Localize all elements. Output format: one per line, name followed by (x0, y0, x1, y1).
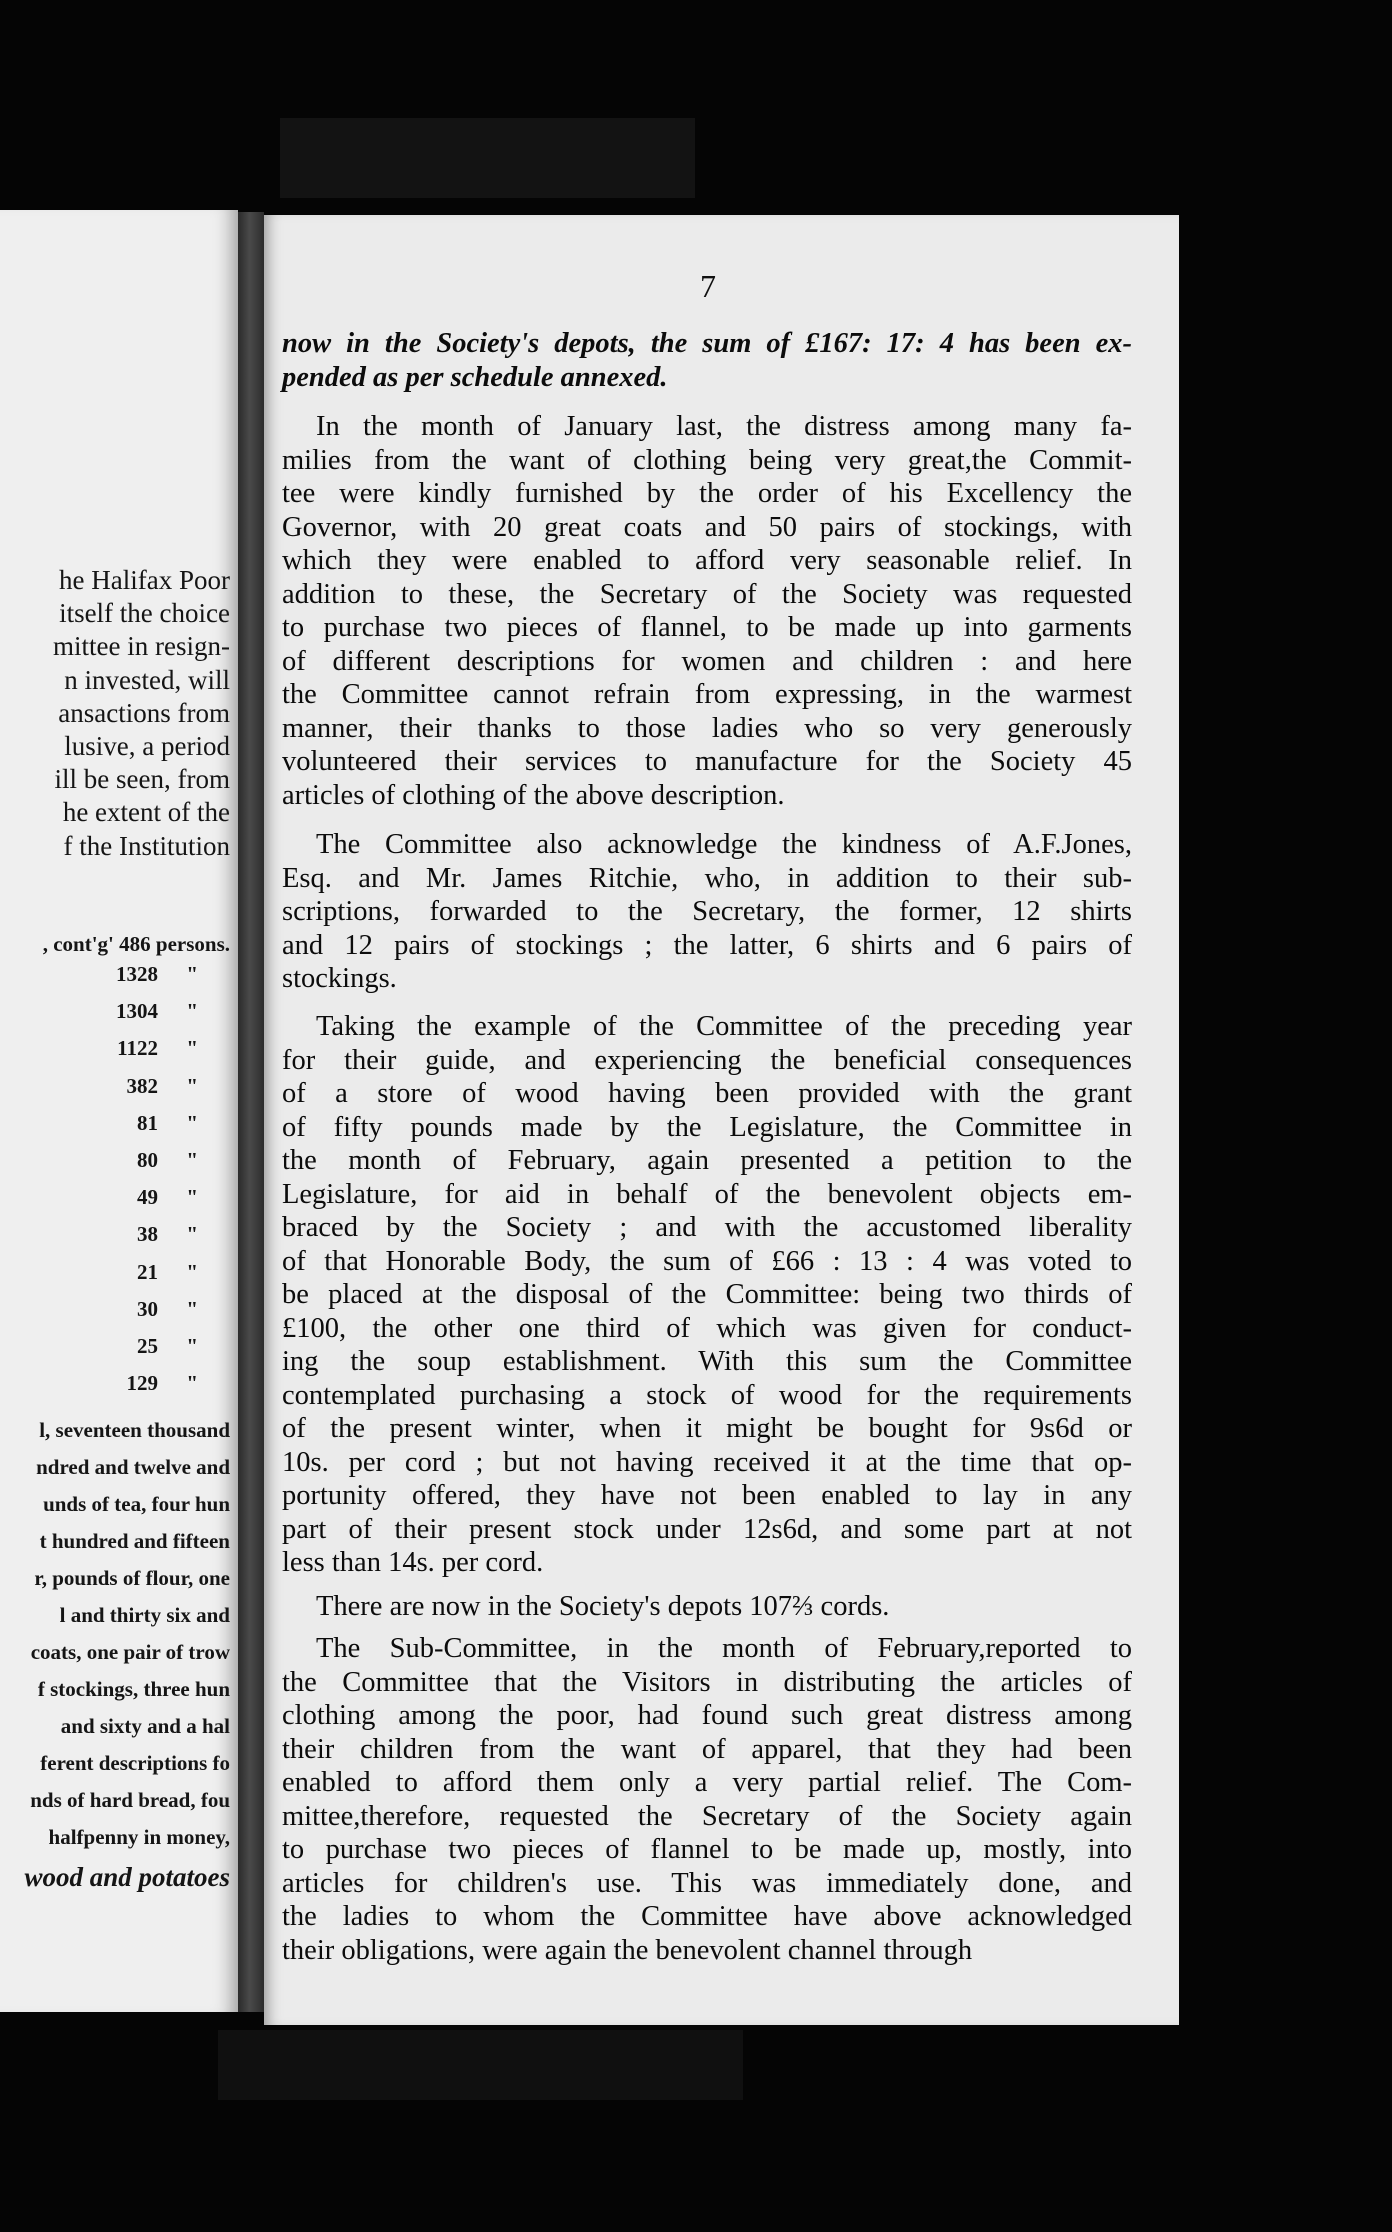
text-line: of that Honorable Body, the sum of £66 : 13 : 4 was voted to (282, 1245, 1132, 1277)
facing-line: lusive, a period (64, 731, 230, 761)
text-line: Legislature, for aid in behalf of the benevolent objects em- (282, 1178, 1132, 1210)
ditto-mark: " (186, 1259, 198, 1284)
text-line: Esq. and Mr. James Ritchie, who, in addition to their sub- (282, 862, 1132, 894)
facing-line: ansactions from (58, 697, 230, 728)
scan-shadow-top (280, 118, 695, 198)
scan-shadow-bottom (218, 2030, 743, 2100)
facing-bottom-line: nds of hard bread, fou (30, 1788, 230, 1812)
ditto-mark: " (186, 1334, 198, 1358)
facing-table-header: , cont'g' 486 persons. (42, 932, 230, 956)
paragraph-1 (282, 410, 1132, 812)
ditto-mark: " (186, 1222, 198, 1247)
facing-line: he extent of the (62, 797, 230, 828)
facing-number-row (116, 962, 198, 987)
text-line: tee were kindly furnished by the order of his Excellency the (282, 478, 1132, 509)
paragraph-5 (282, 1632, 1132, 1967)
facing-line: ill be seen, from (54, 764, 230, 795)
text-line: the ladies to whom the Committee have above acknowledged (282, 1901, 1132, 1932)
facing-number-value: 81 (137, 1110, 158, 1135)
text-line: articles for children's use. This was immediately done, and (282, 1867, 1132, 1899)
text-line: In the month of January last, the distress among many fa- (316, 411, 1132, 442)
facing-number-row (127, 1371, 199, 1396)
book-spine (238, 212, 264, 2012)
text-line: and 12 pairs of stockings ; the latter, 6 shirts and 6 pairs of (282, 929, 1132, 961)
facing-number-row (137, 1111, 198, 1136)
text-line: the Committee that the Visitors in distributing the articles of (282, 1666, 1132, 1698)
text-line: of fifty pounds made by the Legislature, the Committee in (282, 1111, 1132, 1143)
ditto-mark: " (186, 1110, 198, 1135)
facing-bottom-line: f stockings, three hun (37, 1677, 230, 1701)
facing-number-row (137, 1222, 198, 1247)
text-line: to purchase two pieces of flannel, to be made up into garments (282, 612, 1132, 643)
text-line: manner, their thanks to those ladies who so very generously (282, 712, 1132, 744)
facing-number-value: 25 (137, 1334, 158, 1358)
text-line: clothing among the poor, had found such great distress among (282, 1700, 1132, 1731)
facing-number-value: 38 (137, 1222, 158, 1247)
facing-number-value: 1122 (117, 1036, 158, 1061)
ditto-mark: " (186, 1036, 198, 1061)
text-line: the Committee cannot refrain from expressing, in the warmest (282, 679, 1132, 710)
facing-line: he Halifax Poor (59, 565, 230, 595)
text-line: of a store of wood having been provided with the grant (282, 1078, 1132, 1109)
facing-bottom-line: unds of tea, four hun (43, 1492, 230, 1516)
text-line: to purchase two pieces of flannel to be made up, mostly, into (282, 1834, 1132, 1865)
facing-bottom-line: halfpenny in money, (48, 1825, 230, 1849)
text-line: There are now in the Society's depots 107⅔ cords. (316, 1591, 890, 1622)
facing-line: f the Institution (63, 830, 230, 861)
facing-line: n invested, will (64, 664, 230, 695)
paragraph-3 (282, 1010, 1132, 1580)
ditto-mark: " (186, 1371, 198, 1396)
text-line: for their guide, and experiencing the beneficial consequences (282, 1044, 1132, 1076)
text-line: of different descriptions for women and children : and here (282, 645, 1132, 677)
facing-line: mittee in resign- (53, 631, 230, 662)
facing-bottom-line: wood and potatoes (24, 1862, 230, 1892)
text-line: The Sub-Committee, in the month of February,reported to (316, 1633, 1132, 1664)
facing-bottom-line: l and thirty six and (59, 1603, 230, 1627)
text-line: £100, the other one third of which was given for conduct- (282, 1312, 1132, 1344)
facing-number-row (137, 1185, 198, 1210)
text-line: pended as per schedule annexed. (282, 361, 668, 393)
facing-number-value: 129 (126, 1371, 158, 1396)
text-line: contemplated purchasing a stock of wood for the requirements (282, 1379, 1132, 1411)
facing-number-value: 49 (137, 1185, 158, 1210)
text-line: their children from the want of apparel, that they had been (282, 1733, 1132, 1765)
facing-number-row (137, 1297, 198, 1322)
facing-line: itself the choice (59, 598, 230, 629)
text-line: be placed at the disposal of the Committee: being two thirds of (282, 1279, 1132, 1310)
text-line: braced by the Society ; and with the accustomed liberality (282, 1212, 1132, 1243)
text-line: scriptions, forwarded to the Secretary, the former, 12 shirts (282, 896, 1132, 927)
ditto-mark: " (186, 999, 198, 1024)
text-line: mittee,therefore, requested the Secretary of the Society again (282, 1800, 1132, 1832)
text-line: less than 14s. per cord. (282, 1547, 544, 1578)
ditto-mark: " (186, 1073, 198, 1098)
facing-number-value: 30 (137, 1296, 158, 1321)
ditto-mark: " (186, 1148, 198, 1172)
facing-bottom-line: r, pounds of flour, one (34, 1566, 230, 1590)
facing-number-value: 80 (137, 1148, 158, 1172)
facing-number-row (127, 1074, 199, 1099)
text-line: their obligations, were again the benevolent channel through (282, 1934, 973, 1966)
facing-number-value: 21 (137, 1259, 158, 1284)
opening-text (282, 327, 1132, 394)
facing-bottom-line: ferent descriptions fo (40, 1751, 230, 1775)
page-number: 7 (700, 268, 716, 304)
text-line: articles of clothing of the above description. (282, 779, 785, 811)
facing-bottom-line: and sixty and a hal (60, 1714, 230, 1738)
text-line: ing the soup establishment. With this sum the Committee (282, 1346, 1132, 1377)
text-line: now in the Society's depots, the sum of £167: 17: 4 has been ex- (282, 328, 1132, 359)
facing-page (0, 210, 238, 2012)
ditto-mark: " (186, 1296, 198, 1321)
text-line: Governor, with 20 great coats and 50 pairs of stockings, with (282, 511, 1132, 543)
text-line: part of their present stock under 12s6d, and some part at not (282, 1513, 1132, 1545)
facing-number-value: 1328 (116, 962, 158, 986)
facing-number-row (137, 1334, 198, 1359)
facing-bottom-line: coats, one pair of trow (30, 1640, 230, 1664)
text-line: volunteered their services to manufacture for the Society 45 (282, 746, 1132, 777)
facing-number-row (117, 1036, 198, 1061)
text-line: stockings. (282, 963, 397, 994)
facing-bottom-line: t hundred and fifteen (39, 1529, 230, 1553)
facing-number-row (116, 999, 198, 1024)
facing-number-row (137, 1148, 198, 1173)
facing-number-value: 382 (126, 1073, 158, 1098)
text-line: of the present winter, when it might be bought for 9s6d or (282, 1413, 1132, 1444)
ditto-mark: " (186, 962, 198, 986)
facing-number-row (137, 1260, 198, 1285)
facing-bottom-line: ndred and twelve and (36, 1455, 230, 1479)
text-line: the month of February, again presented a petition to the (282, 1145, 1132, 1176)
text-line: which they were enabled to afford very seasonable relief. In (282, 545, 1132, 576)
text-line: The Committee also acknowledge the kindness of A.F.Jones, (316, 829, 1132, 860)
text-line: milies from the want of clothing being very great,the Commit- (282, 444, 1132, 476)
text-line: enabled to afford them only a very partial relief. The Com- (282, 1767, 1132, 1798)
text-line: 10s. per cord ; but not having received it at the time that op- (282, 1446, 1132, 1478)
paragraph-2 (282, 828, 1132, 996)
ditto-mark: " (186, 1185, 198, 1210)
facing-bottom-line: l, seventeen thousand (39, 1418, 230, 1442)
paragraph-4 (282, 1590, 1132, 1624)
text-line: addition to these, the Secretary of the Society was requested (282, 578, 1132, 610)
text-line: portunity offered, they have not been enabled to lay in any (282, 1480, 1132, 1511)
text-line: Taking the example of the Committee of the preceding year (316, 1011, 1132, 1042)
facing-number-value: 1304 (116, 999, 158, 1024)
